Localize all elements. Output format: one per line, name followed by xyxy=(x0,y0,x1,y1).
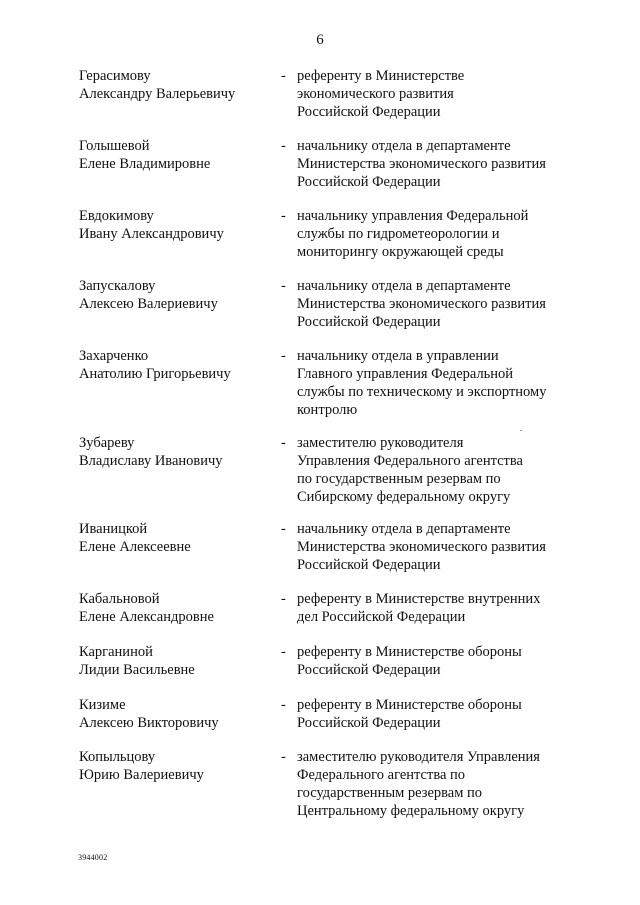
position-line: начальнику отдела в департаменте xyxy=(297,138,511,154)
recipient-given-names: Елене Александровне xyxy=(79,609,214,625)
position-line: референту в Министерстве обороны xyxy=(297,697,522,713)
recipient-given-names: Анатолию Григорьевичу xyxy=(79,366,231,382)
position-line: службы по гидрометеорологии и xyxy=(297,226,500,242)
recipient-surname: Карганиной xyxy=(79,644,153,660)
recipient-given-names: Александру Валерьевичу xyxy=(79,86,236,102)
recipient-name xyxy=(79,696,269,732)
position-line: Российской Федерации xyxy=(297,174,441,190)
recipient-position xyxy=(297,67,587,121)
recipient-name xyxy=(79,277,269,313)
separator-dash: - xyxy=(281,749,286,765)
recipient-position xyxy=(297,696,587,732)
position-line: начальнику отдела в департаменте xyxy=(297,521,511,537)
recipient-position xyxy=(297,434,587,506)
position-line: начальнику отдела в управлении xyxy=(297,348,499,364)
recipient-position xyxy=(297,590,587,626)
recipient-given-names: Алексею Валериевичу xyxy=(79,296,218,312)
position-line: Министерства экономического развития xyxy=(297,156,546,172)
recipient-surname: Евдокимову xyxy=(79,208,154,224)
position-line: Российской Федерации xyxy=(297,715,441,731)
recipient-name xyxy=(79,347,269,383)
recipient-name xyxy=(79,643,269,679)
position-line: Главного управления Федеральной xyxy=(297,366,514,382)
recipient-surname: Копыльцову xyxy=(79,749,156,765)
recipient-position xyxy=(297,277,587,331)
separator-dash: - xyxy=(281,348,286,364)
recipient-name xyxy=(79,748,269,784)
separator-dash: - xyxy=(281,278,286,294)
recipient-surname: Герасимову xyxy=(79,68,151,84)
recipient-surname: Кизиме xyxy=(79,697,126,713)
position-line: службы по техническому и экспортному xyxy=(297,384,547,400)
separator-dash: - xyxy=(281,138,286,154)
recipient-position xyxy=(297,748,587,820)
position-line: Российской Федерации xyxy=(297,662,441,678)
scan-speck xyxy=(520,430,522,431)
recipient-surname: Зубареву xyxy=(79,435,135,451)
separator-dash: - xyxy=(281,68,286,84)
recipient-surname: Кабальновой xyxy=(79,591,160,607)
recipient-surname: Захарченко xyxy=(79,348,149,364)
recipient-given-names: Ивану Александровичу xyxy=(79,226,224,242)
position-line: государственным резервам по xyxy=(297,785,483,801)
position-line: Министерства экономического развития xyxy=(297,539,546,555)
position-line: Российской Федерации xyxy=(297,104,441,120)
position-line: контролю xyxy=(297,402,358,418)
recipient-surname: Запускалову xyxy=(79,278,156,294)
separator-dash: - xyxy=(281,644,286,660)
position-line: референту в Министерстве xyxy=(297,68,465,84)
recipient-name xyxy=(79,520,269,556)
document-code: 3944002 xyxy=(78,853,108,862)
recipient-name xyxy=(79,207,269,243)
position-line: Российской Федерации xyxy=(297,314,441,330)
position-line: референту в Министерстве обороны xyxy=(297,644,522,660)
separator-dash: - xyxy=(281,435,286,451)
position-line: Центральному федеральному округу xyxy=(297,803,525,819)
position-line: начальнику отдела в департаменте xyxy=(297,278,511,294)
position-line: Федерального агентства по xyxy=(297,767,466,783)
recipient-name xyxy=(79,590,269,626)
separator-dash: - xyxy=(281,591,286,607)
recipient-name xyxy=(79,434,269,470)
recipient-surname: Голышевой xyxy=(79,138,150,154)
position-line: по государственным резервам по xyxy=(297,471,501,487)
separator-dash: - xyxy=(281,697,286,713)
recipient-position xyxy=(297,347,587,419)
recipient-name xyxy=(79,137,269,173)
recipient-given-names: Юрию Валериевичу xyxy=(79,767,204,783)
position-line: мониторингу окружающей среды xyxy=(297,244,504,260)
recipient-position xyxy=(297,520,587,574)
position-line: заместителю руководителя Управления xyxy=(297,749,540,765)
position-line: Управления Федерального агентства xyxy=(297,453,523,469)
position-line: экономического развития xyxy=(297,86,454,102)
recipient-given-names: Владиславу Ивановичу xyxy=(79,453,223,469)
position-line: Российской Федерации xyxy=(297,557,441,573)
position-line: референту в Министерстве внутренних xyxy=(297,591,541,607)
position-line: дел Российской Федерации xyxy=(297,609,466,625)
position-line: заместителю руководителя xyxy=(297,435,464,451)
position-line: начальнику управления Федеральной xyxy=(297,208,529,224)
position-line: Сибирскому федеральному округу xyxy=(297,489,511,505)
page-number: 6 xyxy=(316,32,324,48)
separator-dash: - xyxy=(281,521,286,537)
recipient-given-names: Алексею Викторовичу xyxy=(79,715,219,731)
recipient-given-names: Елене Владимировне xyxy=(79,156,211,172)
recipient-given-names: Елене Алексеевне xyxy=(79,539,191,555)
position-line: Министерства экономического развития xyxy=(297,296,546,312)
recipient-position xyxy=(297,137,587,191)
separator-dash: - xyxy=(281,208,286,224)
recipient-name xyxy=(79,67,269,103)
recipient-position xyxy=(297,643,587,679)
recipient-surname: Иваницкой xyxy=(79,521,148,537)
recipient-position xyxy=(297,207,587,261)
recipient-given-names: Лидии Васильевне xyxy=(79,662,195,678)
